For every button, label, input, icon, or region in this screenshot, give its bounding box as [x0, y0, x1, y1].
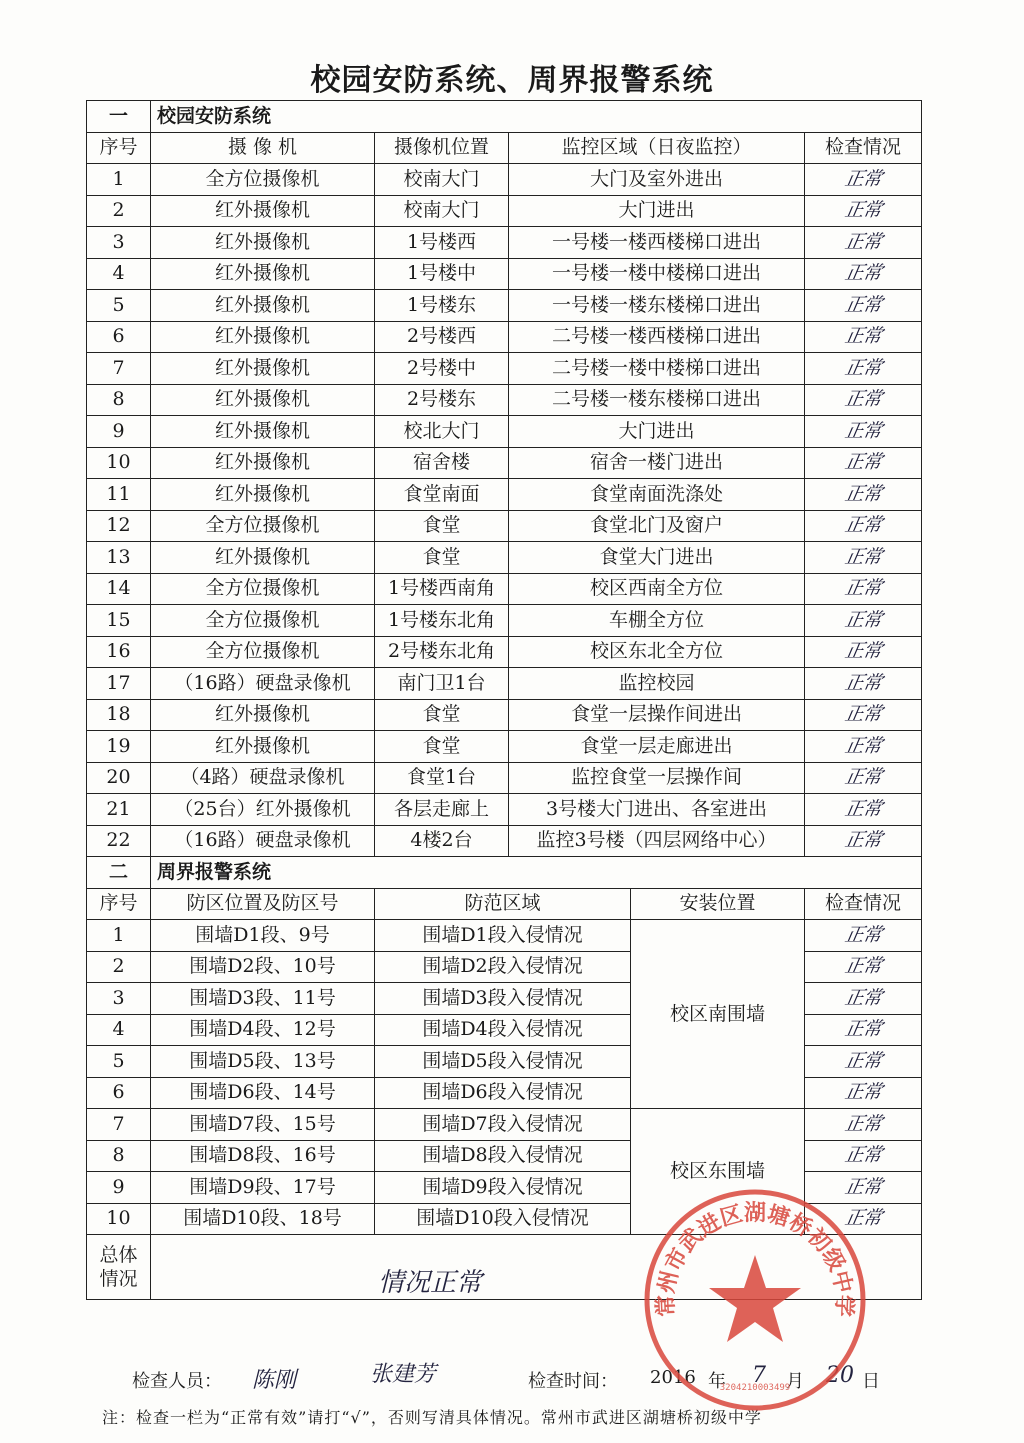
- row-number: 15: [87, 605, 151, 637]
- day-unit: 日: [862, 1371, 880, 1392]
- row-number: 18: [87, 699, 151, 731]
- check-status: [805, 1109, 922, 1141]
- check-status: [805, 384, 922, 416]
- camera-type: （4路）硬盘录像机: [151, 762, 375, 794]
- monitor-area: 大门进出: [509, 195, 805, 227]
- col-header-check: 检查情况: [805, 888, 922, 920]
- camera-location: 2号楼西: [375, 321, 509, 353]
- check-status: [805, 1140, 922, 1172]
- row-number: 6: [87, 1077, 151, 1109]
- col-header-zone: 防区位置及防区号: [151, 888, 375, 920]
- row-number: 4: [87, 258, 151, 290]
- row-number: 2: [87, 195, 151, 227]
- camera-type: 红外摄像机: [151, 195, 375, 227]
- col-header-location: 摄像机位置: [375, 132, 509, 164]
- table-row: [87, 164, 922, 196]
- camera-location: 食堂南面: [375, 479, 509, 511]
- check-handwriting: 正常: [843, 797, 884, 820]
- table-row: [87, 762, 922, 794]
- monitor-area: 监控食堂一层操作间: [509, 762, 805, 794]
- check-status: [805, 1077, 922, 1109]
- camera-type: 全方位摄像机: [151, 164, 375, 196]
- inspection-table: [86, 100, 922, 1300]
- check-handwriting: 正常: [843, 608, 884, 631]
- defense-area: 围墙D1段入侵情况: [375, 920, 631, 952]
- section-2-title: 周界报警系统: [151, 857, 922, 889]
- row-number: 10: [87, 447, 151, 479]
- camera-location: 4楼2台: [375, 825, 509, 857]
- check-handwriting: 正常: [843, 766, 884, 789]
- col-header-no: 序号: [87, 132, 151, 164]
- defense-area: 围墙D5段入侵情况: [375, 1046, 631, 1078]
- camera-location: 食堂: [375, 699, 509, 731]
- check-status: [805, 321, 922, 353]
- camera-location: 食堂: [375, 542, 509, 574]
- camera-type: 红外摄像机: [151, 416, 375, 448]
- col-header-no: 序号: [87, 888, 151, 920]
- table-row: [87, 479, 922, 511]
- check-handwriting: 正常: [843, 167, 884, 190]
- camera-type: 红外摄像机: [151, 699, 375, 731]
- col-header-install: 安装位置: [631, 888, 805, 920]
- monitor-area: 宿舍一楼门进出: [509, 447, 805, 479]
- check-status: [805, 479, 922, 511]
- monitor-area: 一号楼一楼西楼梯口进出: [509, 227, 805, 259]
- camera-location: 校南大门: [375, 195, 509, 227]
- section-1-number: 一: [87, 101, 151, 133]
- table-row: [87, 542, 922, 574]
- check-status: [805, 258, 922, 290]
- check-status: [805, 290, 922, 322]
- defense-area: 围墙D3段入侵情况: [375, 983, 631, 1015]
- camera-type: 全方位摄像机: [151, 636, 375, 668]
- section-1-column-headers: [87, 132, 922, 164]
- check-handwriting: 正常: [843, 703, 884, 726]
- check-status: [805, 605, 922, 637]
- check-handwriting: 正常: [843, 451, 884, 474]
- zone-position: 围墙D5段、13号: [151, 1046, 375, 1078]
- monitor-area: 车棚全方位: [509, 605, 805, 637]
- zone-position: 围墙D1段、9号: [151, 920, 375, 952]
- camera-type: 红外摄像机: [151, 290, 375, 322]
- check-handwriting: 正常: [843, 230, 884, 253]
- monitor-area: 校区东北全方位: [509, 636, 805, 668]
- check-handwriting: 正常: [843, 1175, 884, 1198]
- camera-location: 各层走廊上: [375, 794, 509, 826]
- defense-area: 围墙D6段入侵情况: [375, 1077, 631, 1109]
- row-number: 10: [87, 1203, 151, 1235]
- check-handwriting: 正常: [843, 829, 884, 852]
- row-number: 17: [87, 668, 151, 700]
- row-number: 5: [87, 1046, 151, 1078]
- document-title: 校园安防系统、周界报警系统: [310, 63, 714, 98]
- camera-location: 1号楼东: [375, 290, 509, 322]
- section-2-column-headers: [87, 888, 922, 920]
- zone-position: 围墙D6段、14号: [151, 1077, 375, 1109]
- row-number: 4: [87, 1014, 151, 1046]
- check-status: [805, 227, 922, 259]
- zone-position: 围墙D7段、15号: [151, 1109, 375, 1141]
- table-row: [87, 447, 922, 479]
- table-row: [87, 1109, 922, 1141]
- check-handwriting: 正常: [843, 262, 884, 285]
- summary-handwriting: 情况正常: [378, 1268, 483, 1298]
- camera-type: 红外摄像机: [151, 731, 375, 763]
- row-number: 20: [87, 762, 151, 794]
- month-value: 7: [752, 1363, 766, 1388]
- check-handwriting: 正常: [843, 1144, 884, 1167]
- check-handwriting: 正常: [843, 482, 884, 505]
- table-row: [87, 510, 922, 542]
- defense-area: 围墙D10段入侵情况: [375, 1203, 631, 1235]
- section-2-heading: [87, 857, 922, 889]
- monitor-area: 二号楼一楼中楼梯口进出: [509, 353, 805, 385]
- row-number: 3: [87, 227, 151, 259]
- camera-location: 2号楼东北角: [375, 636, 509, 668]
- monitor-area: 一号楼一楼中楼梯口进出: [509, 258, 805, 290]
- camera-location: 南门卫1台: [375, 668, 509, 700]
- check-status: [805, 1046, 922, 1078]
- row-number: 6: [87, 321, 151, 353]
- check-status: [805, 447, 922, 479]
- check-handwriting: 正常: [843, 419, 884, 442]
- year-unit: 年: [708, 1371, 726, 1392]
- camera-type: 全方位摄像机: [151, 605, 375, 637]
- check-handwriting: 正常: [843, 1081, 884, 1104]
- section-1-title: 校园安防系统: [151, 101, 922, 133]
- check-handwriting: 正常: [843, 1049, 884, 1072]
- check-status: [805, 416, 922, 448]
- camera-location: 1号楼西: [375, 227, 509, 259]
- inspector-label: 检查人员：: [132, 1371, 222, 1392]
- check-status: [805, 825, 922, 857]
- defense-area: 围墙D7段入侵情况: [375, 1109, 631, 1141]
- check-status: [805, 762, 922, 794]
- camera-type: 红外摄像机: [151, 227, 375, 259]
- check-handwriting: 正常: [843, 1112, 884, 1135]
- monitor-area: 3号楼大门进出、各室进出: [509, 794, 805, 826]
- check-status: [805, 1203, 922, 1235]
- summary-row: [87, 1235, 922, 1300]
- table-row: [87, 605, 922, 637]
- check-status: [805, 920, 922, 952]
- table-row: [87, 920, 922, 952]
- check-handwriting: 正常: [843, 577, 884, 600]
- camera-location: 1号楼西南角: [375, 573, 509, 605]
- check-handwriting: 正常: [843, 199, 884, 222]
- inspector-signature-2: 张建芳: [370, 1362, 437, 1387]
- table-row: [87, 731, 922, 763]
- check-handwriting: 正常: [843, 955, 884, 978]
- check-handwriting: 正常: [843, 923, 884, 946]
- monitor-area: 二号楼一楼西楼梯口进出: [509, 321, 805, 353]
- camera-location: 宿舍楼: [375, 447, 509, 479]
- camera-location: 校北大门: [375, 416, 509, 448]
- check-handwriting: 正常: [843, 545, 884, 568]
- monitor-area: 食堂南面洗涤处: [509, 479, 805, 511]
- camera-type: 红外摄像机: [151, 321, 375, 353]
- zone-position: 围墙D3段、11号: [151, 983, 375, 1015]
- camera-type: 全方位摄像机: [151, 510, 375, 542]
- check-handwriting: 正常: [843, 293, 884, 316]
- camera-location: 食堂1台: [375, 762, 509, 794]
- check-status: [805, 573, 922, 605]
- monitor-area: 大门及室外进出: [509, 164, 805, 196]
- table-row: [87, 573, 922, 605]
- check-handwriting: 正常: [843, 514, 884, 537]
- year-value: 2016: [650, 1367, 696, 1388]
- col-header-defense-area: 防范区域: [375, 888, 631, 920]
- check-handwriting: 正常: [843, 356, 884, 379]
- check-handwriting: 正常: [843, 734, 884, 757]
- camera-type: 红外摄像机: [151, 258, 375, 290]
- row-number: 9: [87, 416, 151, 448]
- check-status: [805, 668, 922, 700]
- table-row: [87, 668, 922, 700]
- check-status: [805, 1172, 922, 1204]
- camera-type: 红外摄像机: [151, 447, 375, 479]
- camera-type: 红外摄像机: [151, 353, 375, 385]
- camera-location: 1号楼中: [375, 258, 509, 290]
- check-handwriting: 正常: [843, 986, 884, 1009]
- row-number: 9: [87, 1172, 151, 1204]
- check-status: [805, 636, 922, 668]
- camera-type: 全方位摄像机: [151, 573, 375, 605]
- install-location-south: 校区南围墙: [631, 920, 805, 1109]
- monitor-area: 二号楼一楼东楼梯口进出: [509, 384, 805, 416]
- section-1-heading: [87, 101, 922, 133]
- row-number: 12: [87, 510, 151, 542]
- monitor-area: 食堂大门进出: [509, 542, 805, 574]
- camera-location: 校南大门: [375, 164, 509, 196]
- svg-text:3204210003499: 3204210003499: [719, 1383, 791, 1393]
- col-header-camera: 摄 像 机: [151, 132, 375, 164]
- camera-location: 食堂: [375, 510, 509, 542]
- check-status: [805, 794, 922, 826]
- defense-area: 围墙D9段入侵情况: [375, 1172, 631, 1204]
- monitor-area: 食堂北门及窗户: [509, 510, 805, 542]
- table-row: [87, 227, 922, 259]
- col-header-area: 监控区域（日夜监控）: [509, 132, 805, 164]
- table-row: [87, 290, 922, 322]
- row-number: 19: [87, 731, 151, 763]
- table-row: [87, 416, 922, 448]
- monitor-area: 监控校园: [509, 668, 805, 700]
- month-unit: 月: [786, 1371, 804, 1392]
- table-row: [87, 825, 922, 857]
- check-handwriting: 正常: [843, 671, 884, 694]
- camera-type: 红外摄像机: [151, 384, 375, 416]
- defense-area: 围墙D4段入侵情况: [375, 1014, 631, 1046]
- zone-position: 围墙D8段、16号: [151, 1140, 375, 1172]
- row-number: 21: [87, 794, 151, 826]
- zone-position: 围墙D9段、17号: [151, 1172, 375, 1204]
- check-status: [805, 731, 922, 763]
- row-number: 3: [87, 983, 151, 1015]
- monitor-area: 监控3号楼（四层网络中心）: [509, 825, 805, 857]
- zone-position: 围墙D4段、12号: [151, 1014, 375, 1046]
- table-row: [87, 321, 922, 353]
- camera-type: （25台）红外摄像机: [151, 794, 375, 826]
- inspector-signature-1: 陈刚: [252, 1368, 297, 1393]
- row-number: 1: [87, 920, 151, 952]
- row-number: 22: [87, 825, 151, 857]
- footnote: 注：检查一栏为“正常有效”请打“√”，否则写清具体情况。常州市武进区湖塘桥初级中学: [102, 1408, 762, 1427]
- check-status: [805, 510, 922, 542]
- defense-area: 围墙D8段入侵情况: [375, 1140, 631, 1172]
- install-location-east: 校区东围墙: [631, 1109, 805, 1235]
- check-status: [805, 195, 922, 227]
- camera-type: 红外摄像机: [151, 542, 375, 574]
- table-row: [87, 258, 922, 290]
- row-number: 14: [87, 573, 151, 605]
- camera-location: 食堂: [375, 731, 509, 763]
- camera-type: （16路）硬盘录像机: [151, 825, 375, 857]
- svg-text:常州市武进区湖塘桥初级中学: 常州市武进区湖塘桥初级中学: [653, 1201, 857, 1318]
- table-row: [87, 195, 922, 227]
- col-header-check: 检查情况: [805, 132, 922, 164]
- check-status: [805, 983, 922, 1015]
- table-row: [87, 353, 922, 385]
- row-number: 8: [87, 1140, 151, 1172]
- table-row: [87, 794, 922, 826]
- monitor-area: 食堂一层操作间进出: [509, 699, 805, 731]
- check-status: [805, 951, 922, 983]
- camera-location: 1号楼东北角: [375, 605, 509, 637]
- check-status: [805, 542, 922, 574]
- row-number: 13: [87, 542, 151, 574]
- day-value: 20: [826, 1363, 854, 1388]
- check-handwriting: 正常: [843, 388, 884, 411]
- time-label: 检查时间：: [528, 1371, 618, 1392]
- row-number: 7: [87, 1109, 151, 1141]
- camera-location: 2号楼东: [375, 384, 509, 416]
- row-number: 1: [87, 164, 151, 196]
- camera-type: （16路）硬盘录像机: [151, 668, 375, 700]
- summary-label: 总体 情况: [87, 1235, 151, 1300]
- check-handwriting: 正常: [843, 640, 884, 663]
- row-number: 8: [87, 384, 151, 416]
- check-status: [805, 1014, 922, 1046]
- zone-position: 围墙D2段、10号: [151, 951, 375, 983]
- check-handwriting: 正常: [843, 325, 884, 348]
- table-row: [87, 699, 922, 731]
- row-number: 16: [87, 636, 151, 668]
- monitor-area: 一号楼一楼东楼梯口进出: [509, 290, 805, 322]
- monitor-area: 大门进出: [509, 416, 805, 448]
- table-row: [87, 636, 922, 668]
- camera-type: 红外摄像机: [151, 479, 375, 511]
- monitor-area: 校区西南全方位: [509, 573, 805, 605]
- check-status: [805, 353, 922, 385]
- check-handwriting: 正常: [843, 1207, 884, 1230]
- row-number: 5: [87, 290, 151, 322]
- camera-location: 2号楼中: [375, 353, 509, 385]
- row-number: 11: [87, 479, 151, 511]
- check-status: [805, 699, 922, 731]
- check-handwriting: 正常: [843, 1018, 884, 1041]
- row-number: 2: [87, 951, 151, 983]
- monitor-area: 食堂一层走廊进出: [509, 731, 805, 763]
- summary-content: [151, 1235, 922, 1300]
- zone-position: 围墙D10段、18号: [151, 1203, 375, 1235]
- defense-area: 围墙D2段入侵情况: [375, 951, 631, 983]
- row-number: 7: [87, 353, 151, 385]
- section-2-number: 二: [87, 857, 151, 889]
- check-status: [805, 164, 922, 196]
- table-row: [87, 384, 922, 416]
